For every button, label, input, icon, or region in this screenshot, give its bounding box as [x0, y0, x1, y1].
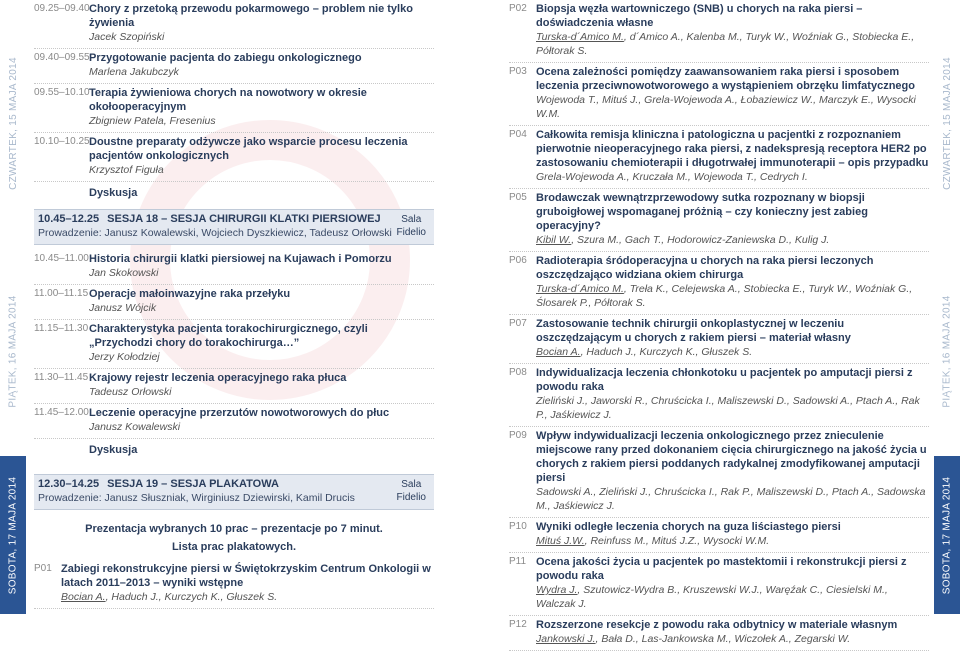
poster-item: [509, 518, 929, 553]
lecture-title: Historia chirurgii klatki piersiowej na Kujawach i Pomorzu: [89, 253, 392, 265]
lecture-author: Marlena Jakubczyk: [89, 66, 179, 78]
poster-item: [509, 553, 929, 616]
poster-authors: Zieliński J., Jaworski R., Chruścicka I., Maliszewski D., Sadowski A., Ptach A., Rak P., Jaśkiewicz J.: [536, 395, 920, 421]
poster-code: P12: [509, 619, 527, 630]
lecture-author: Krzysztof Figuła: [89, 164, 164, 176]
lecture-time: 11.30–11.45: [34, 372, 89, 383]
poster-code: P08: [509, 367, 527, 378]
poster-title: Ocena jakości życia u pacjentek po mastektomii i rekonstrukcji piersi z powodu raka: [536, 556, 907, 582]
lecture-title: Doustne preparaty odżywcze jako wsparcie procesu leczenia pacjentów onkologicznych: [89, 136, 408, 162]
poster-title: Zastosowanie technik chirurgii onkoplastycznej w leczeniu oszczędzającym u chorych z rakiem piersi – materiał własny: [536, 318, 851, 344]
poster-item: [509, 616, 929, 651]
poster-note: Prezentacja wybranych 10 prac – prezentacje po 7 minut. Lista prac plakatowych.: [85, 523, 383, 553]
poster-title: Brodawczak wewnątrzprzewodowy sutka rozpoznany w biopsji gruboigłowej wspomaganej próżnią – czy konieczny jest zabieg operacyjny?: [536, 192, 868, 232]
day-tab-saturday: SOBOTA, 17 MAJA 2014: [0, 456, 26, 614]
day-tab-friday-right: PIĄTEK, 16 MAJA 2014: [934, 246, 960, 456]
lecture-time: 09.40–09.55: [34, 52, 90, 63]
session-18-header: [34, 209, 434, 245]
lecture-time: 10.45–11.00: [34, 253, 89, 264]
poster-code: P07: [509, 318, 527, 329]
lecture-time: 09.25–09.40: [34, 3, 90, 14]
lecture-item: [34, 84, 434, 133]
poster-title: Biopsja węzła wartowniczego (SNB) u chorych na raka piersi – doświadczenia własne: [536, 3, 863, 29]
session-chairs: Prowadzenie: Janusz Kowalewski, Wojciech Dyszkiewicz, Tadeusz Orłowski: [38, 227, 392, 239]
session-time: 12.30–14.25: [38, 478, 100, 490]
poster-code: P05: [509, 192, 527, 203]
session-19-header: [34, 474, 434, 510]
lecture-title: Charakterystyka pacjenta torakochirurgicznego, czyli „Przychodzi chory do torakochirurga…”: [89, 323, 368, 349]
poster-title: Rozszerzone resekcje z powodu raka odbytnicy w materiale własnym: [536, 619, 898, 631]
lecture-title: Terapia żywieniowa chorych na nowotwory w okresie okołooperacyjnym: [89, 87, 367, 113]
poster-item: [509, 427, 929, 518]
poster-authors: Sadowski A., Zieliński J., Chruścicka I., Rak P., Maliszewski D., Ptach A., Sadowska M., Jaśkiewicz J.: [536, 486, 926, 512]
poster-authors: Mituś J.W., Reinfuss M., Mituś J.Z., Wysocki W.M.: [536, 535, 770, 547]
right-column: [509, 0, 929, 651]
poster-authors: Bocian A., Haduch J., Kurczych K., Głuszek S.: [536, 346, 753, 358]
poster-authors: Grela-Wojewoda A., Kruczała M., Wojewoda T., Cedrych I.: [536, 171, 808, 183]
poster-code: P09: [509, 430, 527, 441]
poster-authors: Wydra J., Szutowicz-Wydra B., Kruszewski W.J., Waręźak C., Ciesielski M., Walczak J.: [536, 584, 888, 610]
poster-title: Całkowita remisja kliniczna i patologiczna u pacjentki z rozpoznaniem pierwotnie nieoperacyjnego raka piersi, z nadekspresją receptora HER2 po zastosowaniu chemioterapii i długotrwałej immunoterapii – opis przypadku: [536, 129, 929, 169]
poster-title: Zabiegi rekonstrukcyjne piersi w Świętokrzyskim Centrum Onkologii w latach 2011–2013 – wyniki wstępne: [61, 563, 431, 589]
lecture-author: Jerzy Kołodziej: [89, 351, 160, 363]
poster-code: P03: [509, 66, 527, 77]
poster-title: Radioterapia śródoperacyjna u chorych na raka piersi leczonych oszczędzająco widziana okiem chirurga: [536, 255, 874, 281]
discussion-label-2: Dyskusja: [89, 444, 138, 456]
lecture-item: [34, 285, 434, 320]
poster-item: [509, 126, 929, 189]
poster-authors: Kibil W., Szura M., Gach T., Hodorowicz-Zaniewska D., Kulig J.: [536, 234, 830, 246]
poster-authors: Bocian A., Haduch J., Kurczych K., Głuszek S.: [61, 591, 278, 603]
poster-code: P04: [509, 129, 527, 140]
lecture-time: 09.55–10.10: [34, 87, 90, 98]
lecture-author: Jan Skokowski: [89, 267, 159, 279]
lecture-item: [34, 320, 434, 369]
session-time: 10.45–12.25: [38, 213, 100, 225]
poster-title: Ocena zależności pomiędzy zaawansowaniem raka piersi i sposobem leczenia przeciwnowotworowego a wystąpieniem obrzęku limfatycznego: [536, 66, 915, 92]
lecture-author: Jacek Szopiński: [89, 31, 165, 43]
lecture-time: 11.15–11.30: [34, 323, 89, 334]
lecture-item: [34, 404, 434, 439]
session-title: SESJA 18 – SESJA CHIRURGII KLATKI PIERSIOWEJ: [107, 213, 381, 225]
poster-item: [509, 252, 929, 315]
lecture-title: Przygotowanie pacjenta do zabiegu onkologicznego: [89, 52, 362, 64]
poster-item: P01 Zabiegi rekonstrukcyjne piersi w Świętokrzyskim Centrum Onkologii w latach 2011–2013 – wyniki wstępne Bocian A., Haduch J., Kurczych K., Głuszek S.: [34, 560, 434, 609]
poster-authors: Turska-d´Amico M., d´Amico A., Kalenba M., Turyk W., Woźniak G., Stobiecka E., Półtorak S.: [536, 31, 915, 57]
poster-code: P11: [509, 556, 527, 567]
lecture-item: [34, 133, 434, 182]
poster-item: [509, 189, 929, 252]
lecture-item: [34, 369, 434, 404]
lecture-time: 10.10–10.25: [34, 136, 90, 147]
poster-item: [509, 0, 929, 63]
discussion-label: Dyskusja: [89, 187, 138, 199]
poster-title: Wpływ indywidualizacji leczenia onkologicznego przez znieculenie miejscowe rany przed dokonaniem cięcia chirurgicznego na jakość życia u chorych z rakiem piersi poddanych radykalnej zmodyfikowanej amputacji piersi: [536, 430, 927, 484]
poster-title: Indywidualizacja leczenia chłonkotoku u pacjentek po amputacji piersi z powodu raka: [536, 367, 913, 393]
poster-item: [509, 315, 929, 364]
lecture-item: [34, 0, 434, 49]
poster-authors: Jankowski J., Bała D., Las-Jankowska M., Wiczołek A., Zegarski W.: [536, 633, 851, 645]
session-chairs: Prowadzenie: Janusz Słuszniak, Wirginiusz Dziewirski, Kamil Drucis: [38, 492, 355, 504]
lecture-title: Operacje małoinwazyjne raka przełyku: [89, 288, 291, 300]
lecture-item: [34, 250, 434, 285]
poster-item: [509, 364, 929, 427]
lecture-author: Janusz Kowalewski: [89, 421, 181, 433]
session-title: SESJA 19 – SESJA PLAKATOWA: [107, 478, 279, 490]
lecture-time: 11.45–12.00: [34, 407, 89, 418]
left-column: [34, 0, 434, 609]
session-room: Sala Fidelio: [396, 214, 426, 238]
lecture-title: Krajowy rejestr leczenia operacyjnego raka płuca: [89, 372, 347, 384]
lecture-title: Chory z przetoką przewodu pokarmowego – problem nie tylko żywienia: [89, 3, 413, 29]
poster-authors: Turska-d´Amico M., Treła K., Celejewska A., Stobiecka E., Turyk W., Woźniak G., Ślosarek P., Półtorak S.: [536, 283, 913, 309]
day-tab-thursday-right: CZWARTEK, 15 MAJA 2014: [934, 0, 960, 246]
day-tab-saturday-right: SOBOTA, 17 MAJA 2014: [934, 456, 960, 614]
lecture-author: Tadeusz Orłowski: [89, 386, 172, 398]
poster-code: P02: [509, 3, 527, 14]
lecture-author: Janusz Wójcik: [89, 302, 157, 314]
lecture-time: 11.00–11.15: [34, 288, 89, 299]
poster-code: P10: [509, 521, 527, 532]
day-tab-thursday: CZWARTEK, 15 MAJA 2014: [0, 0, 26, 246]
poster-item: [509, 63, 929, 126]
lecture-author: Zbigniew Patela, Fresenius: [89, 115, 216, 127]
day-tab-friday: PIĄTEK, 16 MAJA 2014: [0, 246, 26, 456]
lecture-title: Leczenie operacyjne przerzutów nowotworowych do płuc: [89, 407, 390, 419]
poster-code: P06: [509, 255, 527, 266]
poster-title: Wyniki odległe leczenia chorych na guza liściastego piersi: [536, 521, 841, 533]
poster-authors: Wojewoda T., Mituś J., Grela-Wojewoda A., Łobaziewicz W., Marczyk E., Wysocki W.M.: [536, 94, 916, 120]
session-room: Sala Fidelio: [396, 479, 426, 503]
lecture-item: [34, 49, 434, 84]
